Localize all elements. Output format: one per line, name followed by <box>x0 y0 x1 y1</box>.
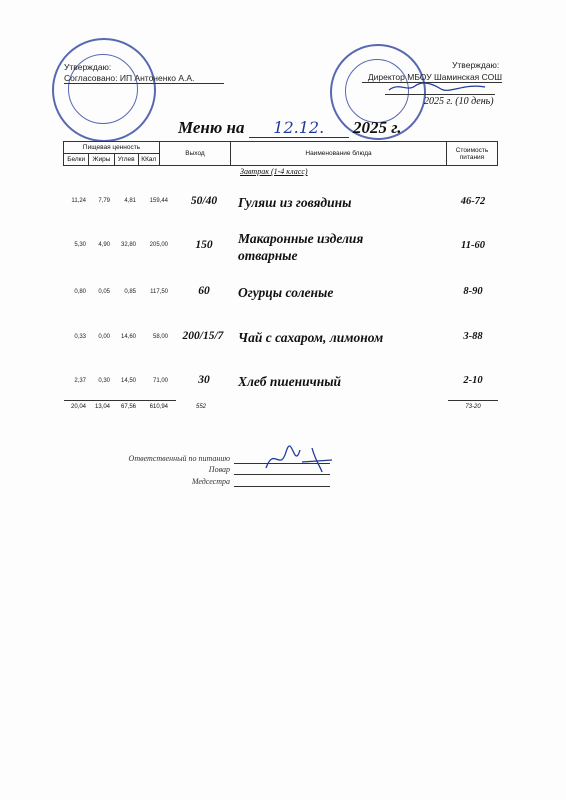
sig-responsible-label: Ответственный по питанию <box>128 454 230 463</box>
row-fats: 4,90 <box>98 242 110 248</box>
title-date-hand: 12.12. <box>249 118 349 138</box>
title-prefix: Меню на <box>178 118 245 137</box>
row-carbs: 0,85 <box>124 289 136 295</box>
row-kcal: 159,44 <box>149 198 168 204</box>
totals-divider-right <box>448 400 498 401</box>
row-proteins: 0,33 <box>74 334 86 340</box>
row-yield: 30 <box>198 374 210 386</box>
row-cost: 8-90 <box>463 286 483 297</box>
row-fats: 0,00 <box>98 334 110 340</box>
signature-scribble <box>262 442 342 476</box>
row-fats: 0,30 <box>98 378 110 384</box>
total-kcal: 610,94 <box>149 404 168 410</box>
total-cost: 73-20 <box>465 404 481 410</box>
col-dish: Наименование блюда <box>231 142 447 166</box>
col-carbs: Углев <box>114 154 138 166</box>
row-yield: 50/40 <box>190 195 218 207</box>
row-dish: Хлеб пшеничный <box>238 374 342 389</box>
row-yield: 200/15/7 <box>182 330 224 342</box>
row-kcal: 205,00 <box>149 242 168 248</box>
approve-left-line: Согласовано: ИП Антоненко А.А. <box>64 73 224 84</box>
total-fats: 13,04 <box>94 404 110 410</box>
row-cost: 2-10 <box>463 375 483 386</box>
sig-nurse-line <box>234 486 330 487</box>
row-dish: Гуляш из говядины <box>238 195 352 210</box>
sig-nurse-label: Медсестра <box>191 477 230 486</box>
approve-right-label: Утверждаю: <box>452 60 500 70</box>
row-cost: 11-60 <box>461 240 485 251</box>
title-year: 2025 г. <box>352 118 402 137</box>
col-nutrition: Пищевая ценность <box>64 142 160 154</box>
row-fats: 0,05 <box>98 289 110 295</box>
row-proteins: 5,30 <box>74 242 86 248</box>
approve-left-label: Утверждаю: <box>64 62 112 72</box>
col-yield: Выход <box>160 142 231 166</box>
col-proteins: Белки <box>64 154 89 166</box>
row-dish: Макаронные изделия отварные <box>238 231 364 263</box>
row-proteins: 0,80 <box>74 289 86 295</box>
col-cost: Стоимость питания <box>447 142 498 166</box>
row-dish: Огурцы соленые <box>238 285 334 300</box>
totals-divider-left <box>64 400 176 401</box>
row-kcal: 58,00 <box>152 334 168 340</box>
section-title: Завтрак (1-4 класс) <box>240 167 308 176</box>
row-kcal: 71,00 <box>152 378 168 384</box>
menu-header-table <box>63 141 498 166</box>
total-proteins: 20,04 <box>70 404 86 410</box>
row-cost: 46-72 <box>460 196 486 207</box>
row-carbs: 14,50 <box>120 378 136 384</box>
row-fats: 7,79 <box>98 198 110 204</box>
row-carbs: 32,80 <box>120 242 136 248</box>
row-yield: 60 <box>198 285 210 297</box>
approve-right-line: Директор МБОУ Шаминская СОШ <box>362 72 502 83</box>
total-yield: 552 <box>196 404 207 410</box>
left-round-stamp <box>52 38 156 142</box>
sig-cook-label: Повар <box>208 465 230 474</box>
row-kcal: 117,50 <box>150 289 168 295</box>
menu-title <box>178 118 402 138</box>
director-signature-hand <box>385 80 495 95</box>
row-cost: 3-88 <box>463 331 483 342</box>
row-proteins: 2,37 <box>74 378 86 384</box>
total-carbs: 67,56 <box>120 404 136 410</box>
row-carbs: 14,60 <box>120 334 136 340</box>
col-kcal: ККал <box>138 154 159 166</box>
approve-right-date: 2025 г. (10 день) <box>424 96 494 107</box>
col-fats: Жиры <box>89 154 114 166</box>
row-yield: 150 <box>195 239 213 251</box>
row-proteins: 11,24 <box>71 198 86 204</box>
row-dish: Чай с сахаром, лимоном <box>238 330 384 345</box>
row-carbs: 4,81 <box>124 198 136 204</box>
